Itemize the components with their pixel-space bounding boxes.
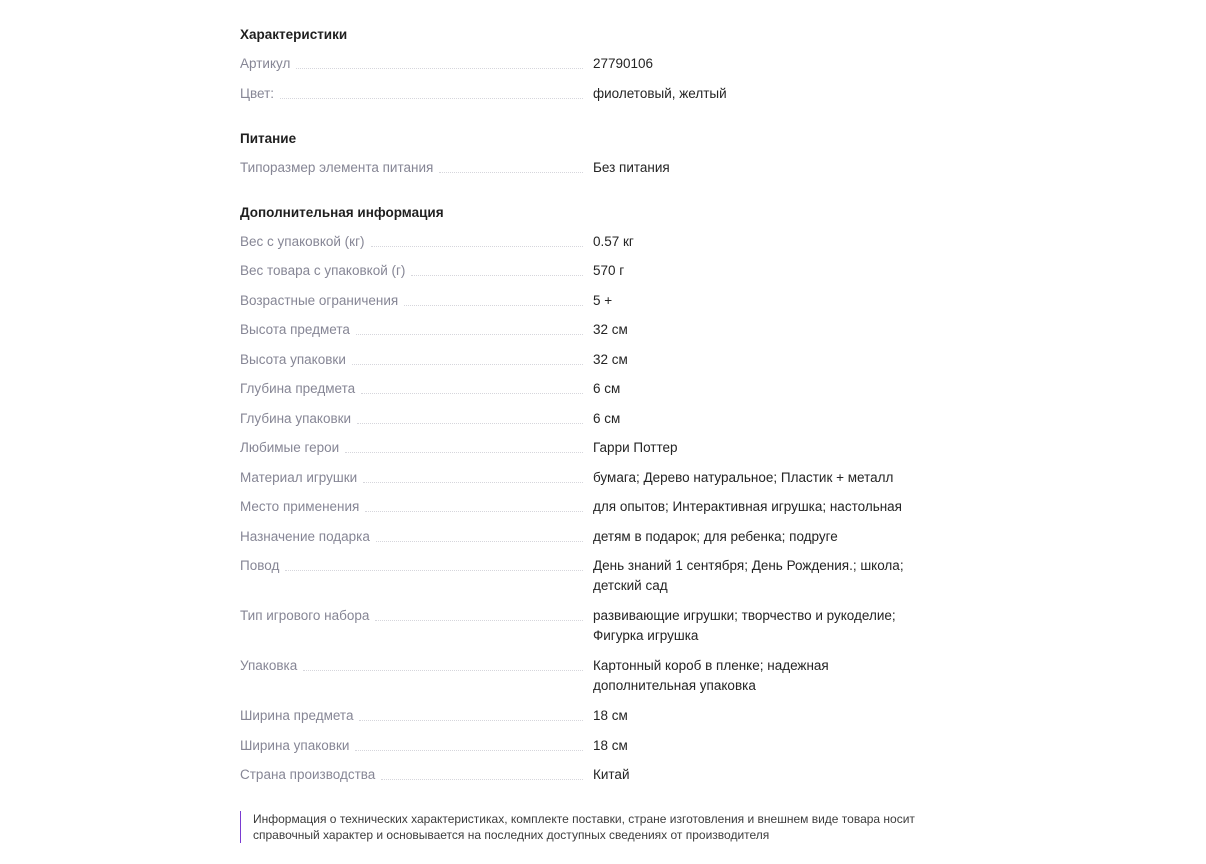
spec-label: Вес с упаковкой (кг) <box>240 233 365 249</box>
spec-value: 6 см <box>593 381 621 396</box>
section-title: Характеристики <box>240 27 348 42</box>
spec-value: 32 см <box>593 322 628 337</box>
spec-label: Вес товара с упаковкой (г) <box>240 263 406 278</box>
spec-row <box>240 379 930 409</box>
section-characteristics <box>240 24 930 113</box>
spec-label: Артикул <box>240 56 291 71</box>
spec-row <box>240 736 930 766</box>
spec-label: Цвет: <box>240 85 275 101</box>
spec-value: 570 г <box>593 263 625 278</box>
dotted-leader <box>375 606 583 621</box>
spec-value: 5 + <box>593 292 613 308</box>
spec-label: Любимые герои <box>240 440 340 455</box>
spec-row <box>240 556 930 606</box>
spec-value: детям в подарок; для ребенка; подруге <box>593 528 838 544</box>
spec-value: День знаний 1 сентября; День Рождения.; школа; детский сад <box>593 558 904 593</box>
spec-row <box>240 409 930 439</box>
spec-label: Назначение подарка <box>240 528 370 544</box>
spec-value: фиолетовый, желтый <box>593 85 727 101</box>
dotted-leader <box>296 54 583 69</box>
dotted-leader <box>404 291 583 306</box>
spec-row <box>240 350 930 380</box>
spec-label: Повод <box>240 558 280 573</box>
dotted-leader <box>365 497 583 512</box>
spec-row <box>240 320 930 350</box>
dotted-leader <box>303 656 583 671</box>
dotted-leader <box>376 527 583 542</box>
spec-label: Глубина предмета <box>240 381 356 396</box>
dotted-leader <box>439 158 583 173</box>
dotted-leader <box>381 765 583 780</box>
spec-value: 18 см <box>593 737 628 753</box>
spec-value: развивающие игрушки; творчество и рукоделие; Фигурка игрушка <box>593 608 896 643</box>
spec-row <box>240 606 930 656</box>
disclaimer-note: Информация о технических характеристиках, комплекте поставки, стране изготовления и внешнем виде товара носит справочный характер и основывается на последних доступных сведениях от производителя <box>240 811 933 843</box>
dotted-leader <box>352 350 583 365</box>
spec-label: Типоразмер элемента питания <box>240 160 434 175</box>
spec-row <box>240 468 930 498</box>
dotted-leader <box>356 320 583 335</box>
spec-value: 6 см <box>593 410 621 426</box>
spec-row <box>240 158 930 188</box>
spec-label: Возрастные ограничения <box>240 292 399 308</box>
section-power <box>240 128 930 188</box>
spec-label: Высота упаковки <box>240 351 346 367</box>
dotted-leader <box>371 232 584 247</box>
spec-value: 32 см <box>593 351 628 367</box>
section-title: Дополнительная информация <box>240 204 444 220</box>
dotted-leader <box>363 468 583 483</box>
spec-value: Без питания <box>593 160 670 175</box>
spec-label: Место применения <box>240 499 360 514</box>
dotted-leader <box>357 409 583 424</box>
spec-value: Гарри Поттер <box>593 440 678 455</box>
dotted-leader <box>355 736 583 751</box>
dotted-leader <box>359 706 583 721</box>
section-title: Питание <box>240 131 297 146</box>
spec-row <box>240 656 930 706</box>
spec-value: для опытов; Интерактивная игрушка; настольная <box>593 499 902 514</box>
spec-label: Высота предмета <box>240 322 350 337</box>
spec-value: Китай <box>593 767 630 782</box>
spec-label: Страна производства <box>240 767 376 782</box>
spec-row <box>240 706 930 736</box>
dotted-leader <box>411 261 583 276</box>
spec-row <box>240 527 930 557</box>
spec-row <box>240 291 930 321</box>
spec-value: 0.57 кг <box>593 233 634 249</box>
spec-row <box>240 765 930 795</box>
spec-label: Ширина предмета <box>240 708 354 723</box>
spec-row <box>240 84 930 114</box>
spec-row <box>240 438 930 468</box>
dotted-leader <box>345 438 583 453</box>
spec-row <box>240 54 930 84</box>
dotted-leader <box>280 84 583 99</box>
spec-label: Тип игрового набора <box>240 608 370 623</box>
section-additional-info <box>240 202 930 795</box>
spec-row <box>240 232 930 262</box>
spec-label: Ширина упаковки <box>240 737 350 753</box>
spec-value: Картонный короб в пленке; надежная дополнительная упаковка <box>593 658 829 693</box>
spec-row <box>240 497 930 527</box>
product-specifications <box>240 24 930 795</box>
spec-value: 27790106 <box>593 56 654 71</box>
dotted-leader <box>361 379 583 394</box>
spec-label: Упаковка <box>240 658 298 673</box>
spec-label: Глубина упаковки <box>240 410 352 426</box>
spec-row <box>240 261 930 291</box>
spec-value: 18 см <box>593 708 628 723</box>
dotted-leader <box>285 556 583 571</box>
spec-label: Материал игрушки <box>240 469 358 485</box>
spec-value: бумага; Дерево натуральное; Пластик + металл <box>593 469 894 485</box>
